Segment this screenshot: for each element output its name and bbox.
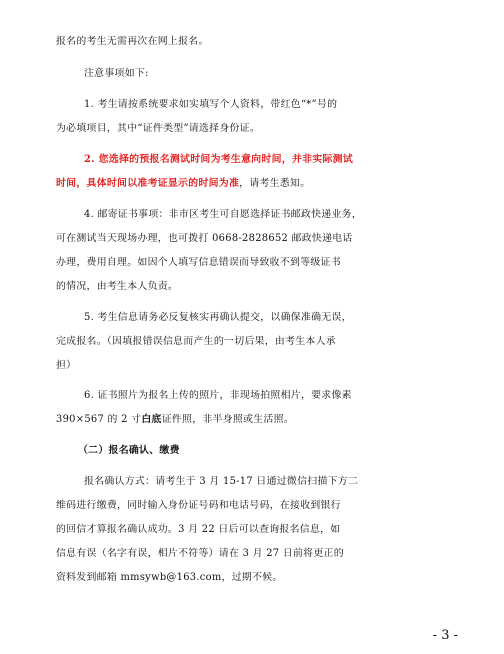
note5-line1: 5. 考生信息请务必反复核实再确认提交，以确保准确无误， bbox=[84, 312, 352, 323]
note2-line2 bbox=[56, 175, 504, 193]
intro-tail-text: 报名的考生无需再次在网上报名。 bbox=[56, 36, 209, 47]
note5-line2: 完成报名。（因填报错误信息而产生的一切后果，由考生本人承 bbox=[56, 336, 336, 347]
confirm-line4: 信息有误（名字有误，相片不符等）请在 3 月 27 日前将更正的 bbox=[56, 548, 344, 559]
note6-line1: 6. 证书照片为报名上传的照片，非现场拍照相片，要求像素 bbox=[84, 390, 352, 401]
note4-line2: 可在测试当天现场办理，也可拨打 0668-2828652 邮政快递电话 bbox=[56, 233, 353, 244]
note2-line2-tail: ，请考生悉知。 bbox=[239, 178, 311, 189]
section-heading: （二）报名确认、缴费 bbox=[78, 445, 180, 456]
note6-line2 bbox=[56, 411, 504, 429]
note6-line2-tail: 证件照，非半身照或生活照。 bbox=[161, 414, 294, 425]
note5-line3: 担） bbox=[56, 360, 77, 371]
confirm-line3: 的回信才算报名确认成功。3 月 22 日后可以查询报名信息，如 bbox=[56, 524, 341, 535]
note4-line4: 的情况，由考生本人负责。 bbox=[56, 281, 179, 292]
note4-line1: 4. 邮寄证书事项：非市区考生可自愿选择证书邮政快递业务， bbox=[84, 209, 363, 220]
confirm-line2: 维码进行缴费，同时输入身份证号码和电话号码，在接收到银行 bbox=[56, 500, 341, 511]
confirm-line5: 资料发到邮箱 mmsywb@163.com，过期不候。 bbox=[56, 572, 283, 583]
page-number: - 3 - bbox=[432, 628, 458, 643]
notes-heading: 注意事项如下: bbox=[84, 68, 149, 79]
note6-line2-emphasis: 白底 bbox=[141, 414, 162, 425]
note1-line1: 1. 考生请按系统要求如实填写个人资料，带红色“*”号的 bbox=[84, 99, 338, 110]
note6-line2-pre: 390×567 的 2 寸 bbox=[56, 414, 142, 425]
confirm-line1: 报名确认方式：请考生于 3 月 15-17 日通过微信扫描下方二 bbox=[84, 476, 359, 487]
note4-line3: 办理，费用自理。如因个人填写信息错误而导致收不到等级证书 bbox=[56, 257, 341, 268]
note1-line2: 为必填项目，其中“证件类型”请选择身份证。 bbox=[56, 123, 261, 134]
note2-line1: 2. 您选择的预报名测试时间为考生意向时间，并非实际测试 bbox=[84, 154, 354, 165]
note2-line2-emphasis: 时间，具体时间以准考证显示的时间为准 bbox=[56, 178, 240, 189]
